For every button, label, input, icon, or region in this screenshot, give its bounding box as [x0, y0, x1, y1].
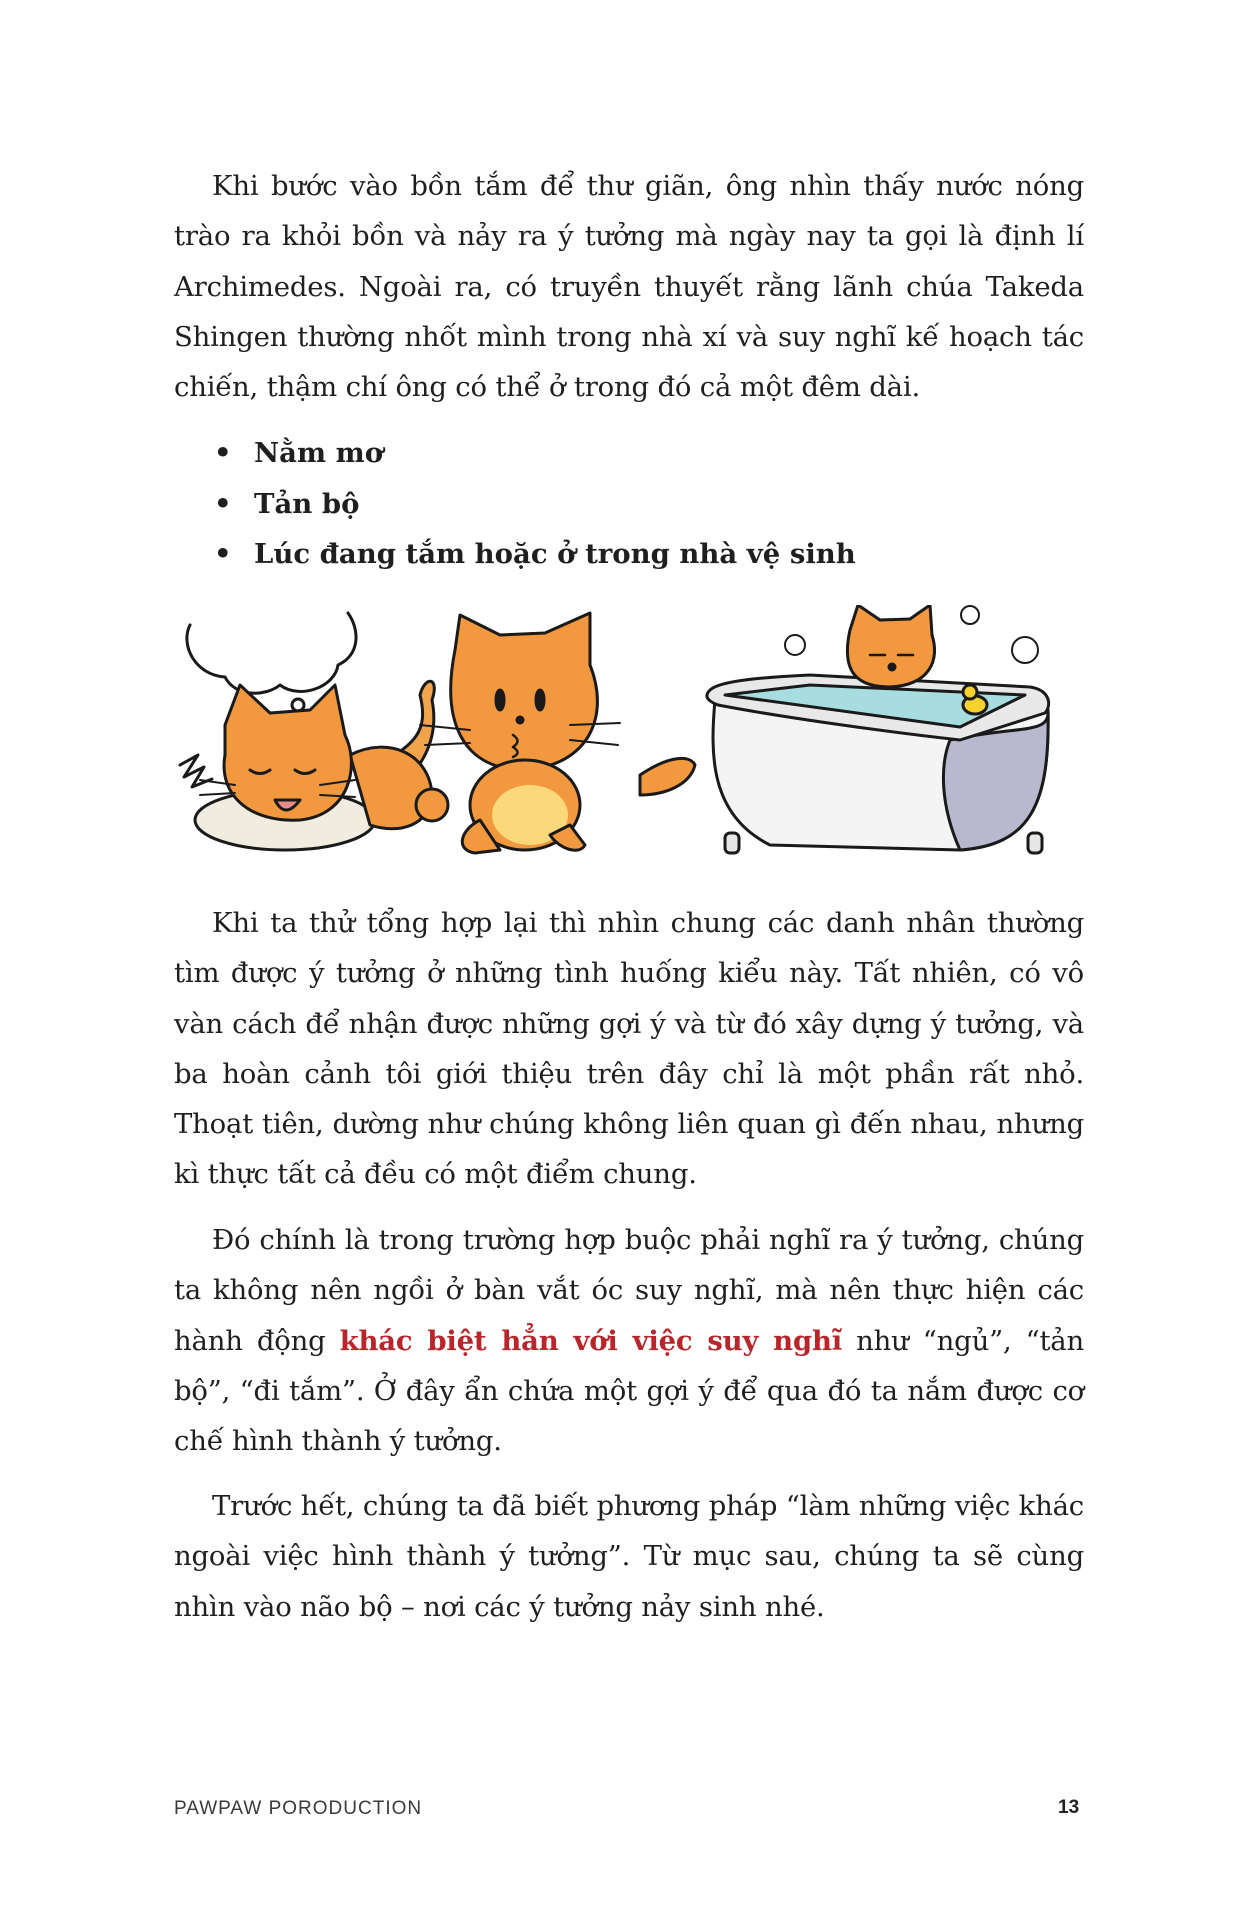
walking-cat-illustration [420, 613, 695, 853]
paragraph-conclusion [174, 1481, 1084, 1632]
paragraph-text: Trước hết, chúng ta đã biết phương pháp “làm những việc khác ngoài việc hình thành ý tưởng”. Từ mục sau, chúng ta sẽ cùng nhìn vào não bộ – nơi các ý tưởng nảy sinh nhé. [174, 1490, 1084, 1623]
paragraph-archimedes [174, 161, 1084, 412]
paragraph-summary [174, 898, 1084, 1200]
bullet-list [214, 428, 856, 580]
highlighted-phrase: khác biệt hẳn với việc suy nghĩ [339, 1324, 843, 1357]
paragraph-text: Khi ta thử tổng hợp lại thì nhìn chung các danh nhân thường tìm được ý tưởng ở những tình huống kiểu này. Tất nhiên, có vô vàn cách để nhận được những gợi ý và từ đó xây dựng ý tưởng, và ba hoàn cảnh tôi giới thiệu trên đây chỉ là một phần rất nhỏ. Thoạt tiên, dường như chúng không liên quan gì đến nhau, nhưng kì thực tất cả đều có một điểm chung. [174, 907, 1084, 1191]
bullet-item: • Tản bộ [214, 479, 856, 530]
cat-illustrations [170, 605, 1090, 855]
bullet-item: • Nằm mơ [214, 428, 856, 479]
paragraph-text: Khi bước vào bồn tắm để thư giãn, ông nhìn thấy nước nóng trào ra khỏi bồn và nảy ra ý tưởng mà ngày nay ta gọi là định lí Archimedes. Ngoài ra, có truyền thuyết rằng lãnh chúa Takeda Shingen thường nhốt mình trong nhà xí và suy nghĩ kế hoạch tác chiến, thậm chí ông có thể ở trong đó cả một đêm dài. [174, 170, 1084, 404]
paragraph-common-point [174, 1215, 1084, 1466]
page-number: 13 [1058, 1797, 1080, 1818]
bullet-item: • Lúc đang tắm hoặc ở trong nhà vệ sinh [214, 529, 856, 580]
publisher-footer: PAWPAW PORODUCTION [174, 1798, 423, 1819]
sleeping-cat-illustration [180, 613, 448, 850]
paragraph-text: như “ngủ”, “tản bộ”, “đi tắm”. Ở đây ẩn chứa một gợi ý để qua đó ta nắm được cơ chế hình thành ý tưởng. [174, 1324, 1084, 1458]
bathtub-cat-illustration [707, 605, 1049, 853]
paragraph-text: Đó chính là trong trường hợp buộc phải nghĩ ra ý tưởng, chúng ta không nên ngồi ở bàn vắt óc suy nghĩ, mà nên thực hiện các hành động [174, 1224, 1084, 1357]
